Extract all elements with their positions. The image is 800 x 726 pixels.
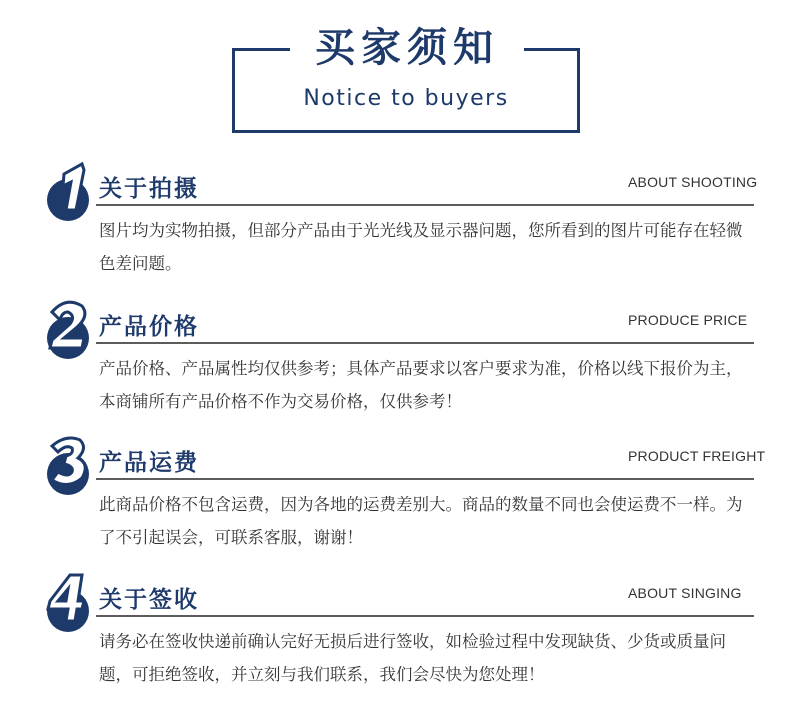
section-title: 产品价格 [99, 314, 199, 340]
section-produce-price [0, 298, 800, 428]
number-four-icon [44, 571, 96, 637]
section-title-en: PRODUCE PRICE [628, 312, 748, 328]
section-divider [96, 615, 754, 617]
section-body: 此商品价格不包含运费，因为各地的运费差别大。商品的数量不同也会使运费不一样。为了不引起误会，可联系客服，谢谢！ [99, 495, 743, 547]
section-title-en: ABOUT SHOOTING [628, 174, 758, 190]
section-title: 关于签收 [99, 587, 199, 613]
section-title-en: PRODUCT FREIGHT [628, 448, 766, 464]
section-body: 图片均为实物拍摄，但部分产品由于光光线及显示器问题，您所看到的图片可能存在轻微色差问题。 [99, 221, 743, 273]
number-two-icon [44, 298, 96, 364]
page-title: 买家须知 [315, 25, 499, 71]
section-divider [96, 204, 754, 206]
section-about-shooting [0, 160, 800, 290]
section-product-freight [0, 434, 800, 564]
section-body: 产品价格、产品属性均仅供参考；具体产品要求以客户要求为准，价格以线下报价为主，本商铺所有产品价格不作为交易价格，仅供参考！ [99, 359, 743, 411]
section-title-en: ABOUT SINGING [628, 585, 742, 601]
section-about-signing [0, 571, 800, 701]
section-divider [96, 478, 754, 480]
number-three-icon [44, 434, 96, 500]
section-title: 关于拍摄 [99, 176, 199, 202]
number-one-icon [44, 160, 96, 226]
section-divider [96, 342, 754, 344]
page-subtitle: Notice to buyers [303, 86, 509, 111]
section-title: 产品运费 [99, 450, 199, 476]
section-body: 请务必在签收快递前确认完好无损后进行签收，如检验过程中发现缺货、少货或质量问题，可拒绝签收，并立刻与我们联系，我们会尽快为您处理！ [99, 632, 726, 684]
